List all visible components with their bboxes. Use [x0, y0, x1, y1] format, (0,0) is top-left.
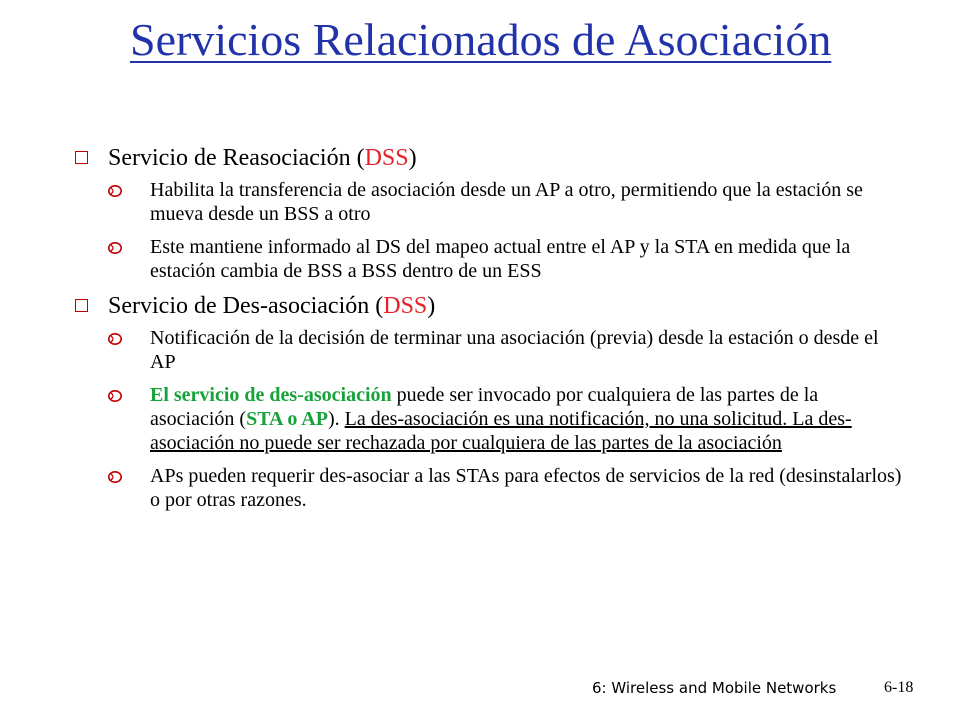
- bullet-item: Habilita la transferencia de asociación desde un AP a otro, permitiendo que la estación se mueva desde un BSS a otro: [108, 178, 905, 226]
- round-bullet-icon: [108, 242, 122, 254]
- slide-body: [75, 136, 905, 521]
- round-bullet-icon: [108, 333, 122, 345]
- round-bullet-icon: [108, 471, 122, 483]
- section-heading-reasociacion: Servicio de Reasociación (DSS): [75, 144, 905, 172]
- bullet-item: APs pueden requerir des-asociar a las STAs para efectos de servicios de la red (desinstalarlos) o por otras razones.: [108, 464, 905, 512]
- footer-course: 6: Wireless and Mobile Networks: [592, 679, 837, 697]
- round-bullet-icon: [108, 390, 122, 402]
- square-bullet-icon: [75, 151, 88, 164]
- section-heading-desasociacion: Servicio de Des-asociación (DSS): [75, 292, 905, 320]
- page-number: 6-18: [884, 679, 914, 696]
- bullet-item: El servicio de des-asociación puede ser invocado por cualquiera de las partes de la asociación (STA o AP). La des-asociación es una notificación, no una solicitud. La des-asociación no puede ser rechazada por cualquiera de las partes de la asociación: [108, 383, 905, 455]
- round-bullet-icon: [108, 185, 122, 197]
- bullet-item: Este mantiene informado al DS del mapeo actual entre el AP y la STA en medida que la estación cambia de BSS a BSS dentro de un ESS: [108, 235, 905, 283]
- bullet-item: Notificación de la decisión de terminar una asociación (previa) desde la estación o desde el AP: [108, 326, 905, 374]
- slide-title: Servicios Relacionados de Asociación: [130, 14, 832, 65]
- square-bullet-icon: [75, 299, 88, 312]
